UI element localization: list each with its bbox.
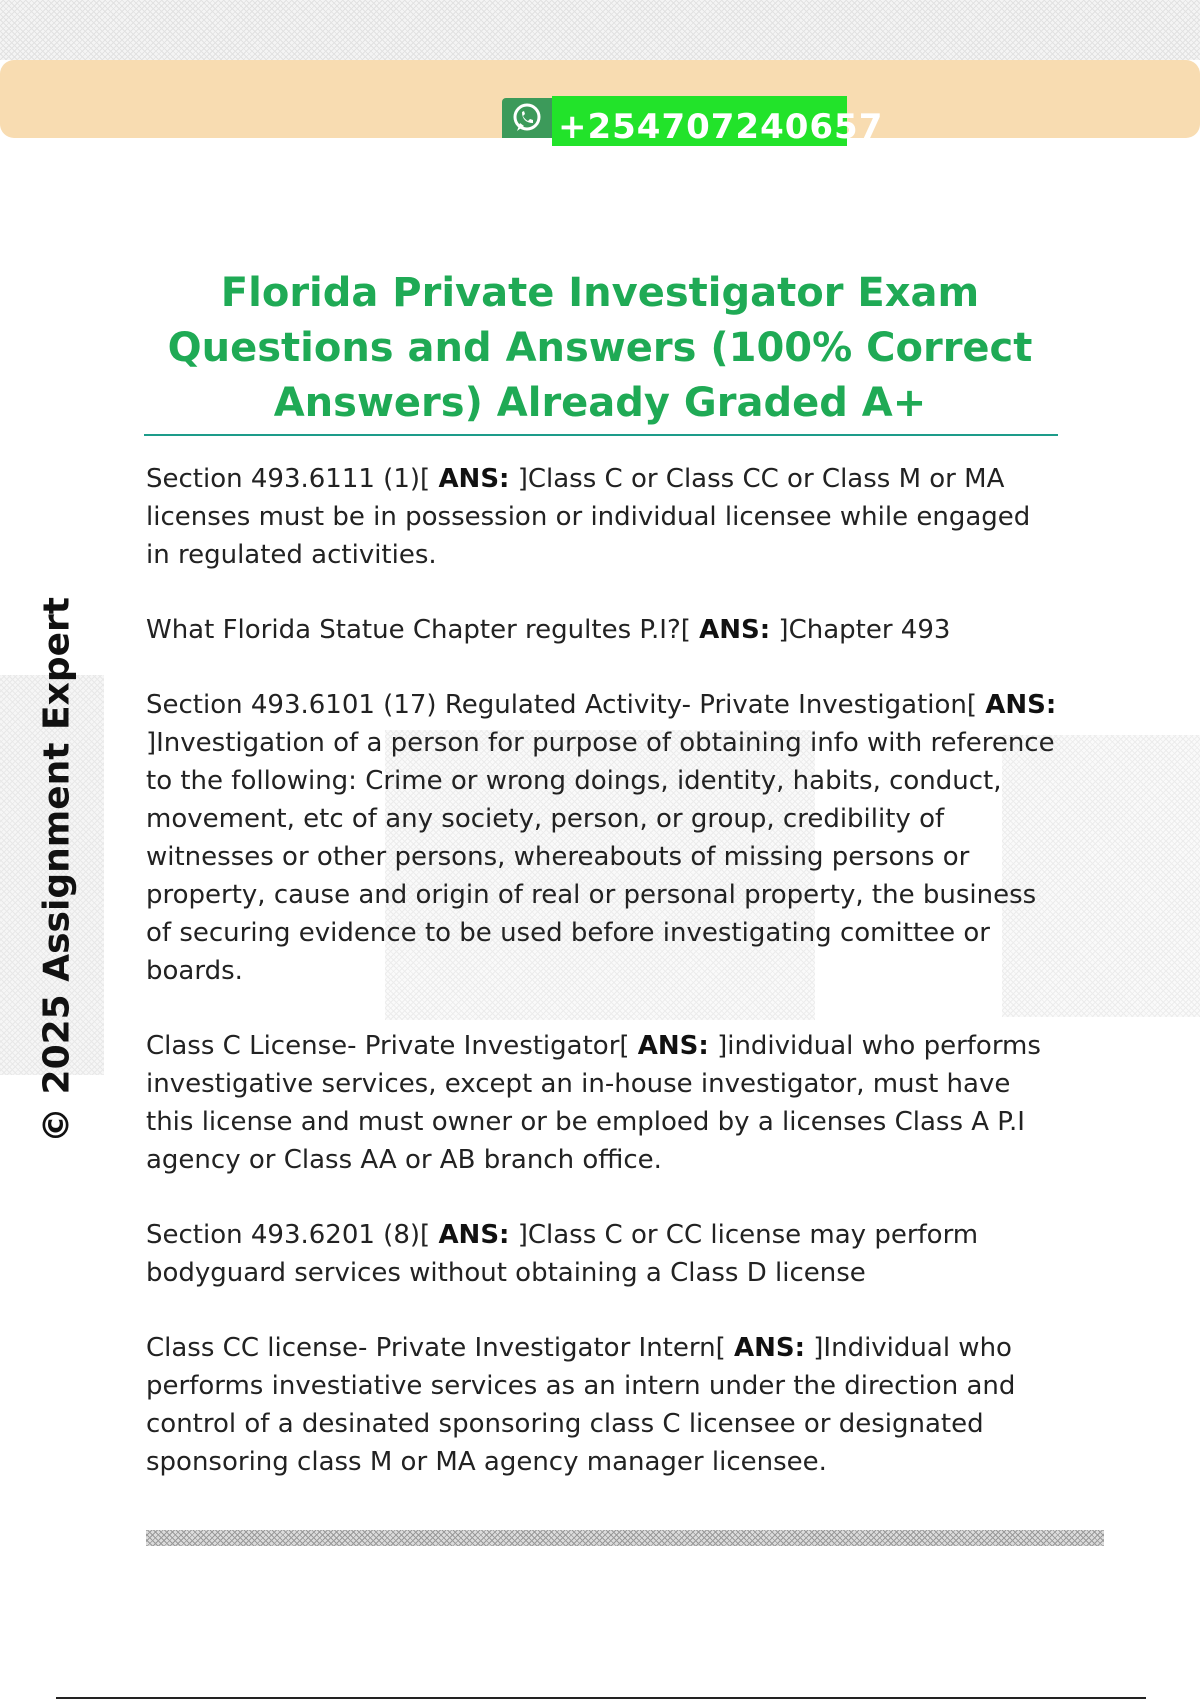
- title-underline: [144, 434, 1058, 436]
- answer-label: ANS:: [438, 1220, 510, 1250]
- contact-banner: [0, 60, 1200, 147]
- answer-text: ]Class C or Class CC or Class M or MA licenses must be in possession or individual licensee while engaged in regulated activities.: [146, 464, 1031, 570]
- qa-item: [146, 1329, 1058, 1481]
- page-bottom-rule: [56, 1697, 1146, 1699]
- qa-item: [146, 1027, 1058, 1179]
- qa-item: [146, 686, 1058, 990]
- answer-text: ]individual who performs investigative services, except an in-house investigator, must have this license and must owner or be emploed by a licenses Class A P.I agency or Class AA or AB branch office.: [146, 1031, 1041, 1175]
- answer-text: ]Individual who performs investiative services as an intern under the direction and control of a desinated sponsoring class C licensee or designated sponsoring class M or MA agency manager licensee.: [146, 1333, 1016, 1477]
- copyright-watermark: © 2025 Assignment Expert: [36, 597, 78, 1143]
- top-watermark-strip: [0, 0, 1200, 60]
- question-text: Class CC license- Private Investigator Intern[: [146, 1333, 734, 1363]
- question-text: Section 493.6111 (1)[: [146, 464, 439, 494]
- question-text: What Florida Statue Chapter regultes P.I?[: [146, 615, 700, 645]
- hatched-divider: [146, 1530, 1104, 1546]
- qa-list: [146, 460, 1058, 1518]
- answer-label: ANS:: [637, 1031, 709, 1061]
- whatsapp-icon[interactable]: [502, 98, 552, 138]
- question-text: Class C License- Private Investigator[: [146, 1031, 638, 1061]
- qa-item: [146, 611, 1058, 649]
- answer-label: ANS:: [985, 690, 1057, 720]
- qa-item: [146, 1216, 1058, 1292]
- answer-text: ]Investigation of a person for purpose of obtaining info with reference to the following: Crime or wrong doings, identity, habits, conduct, movement, etc of any society, person, or group, credibility of witnesses or other persons, whereabouts of missing persons or property, cause and origin of real or personal property, the business of securing evidence to be used before investigating comittee or boards.: [146, 728, 1055, 986]
- document-title: Florida Private Investigator Exam Questions and Answers (100% Correct Answers) Already Graded A+: [167, 270, 1033, 426]
- phone-number-link[interactable]: +254707240657: [552, 96, 847, 146]
- question-text: Section 493.6201 (8)[: [146, 1220, 439, 1250]
- answer-label: ANS:: [699, 615, 771, 645]
- question-text: Section 493.6101 (17) Regulated Activity- Private Investigation[: [146, 690, 986, 720]
- answer-text: ]Chapter 493: [770, 615, 951, 645]
- qa-item: [146, 460, 1058, 574]
- answer-label: ANS:: [734, 1333, 806, 1363]
- answer-label: ANS:: [438, 464, 510, 494]
- answer-text: ]Class C or CC license may perform bodyguard services without obtaining a Class D license: [146, 1220, 979, 1288]
